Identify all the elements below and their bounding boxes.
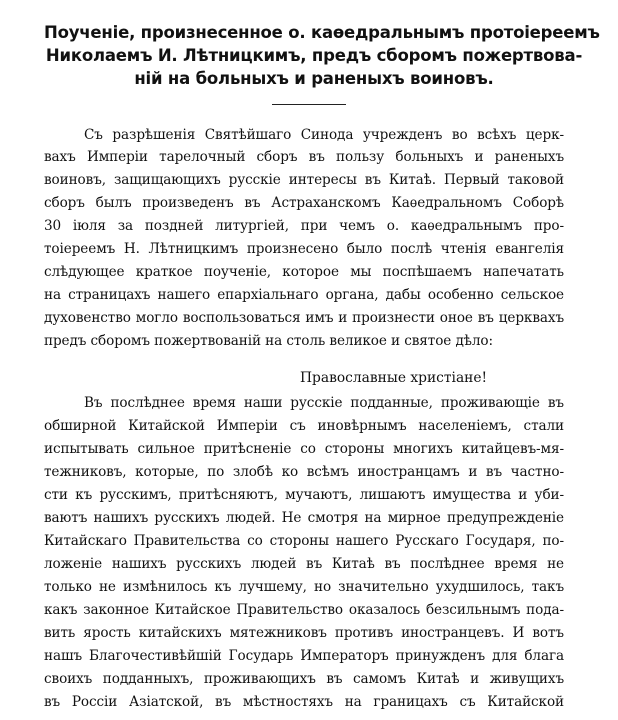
sermon-line-8: ложеніе нашихъ русскихъ людей въ Китаѣ въ послѣднее время не bbox=[44, 556, 564, 572]
greeting: Православные христіане! bbox=[300, 370, 488, 386]
sermon-line-10: какъ законное Китайское Правительство оказалось безсильнымъ пода- bbox=[44, 602, 564, 618]
sermon-line-9: только не измѣнилось къ лучшему, но значительно ухудшилось, такъ bbox=[44, 579, 564, 595]
intro-line-9: духовенство могло воспользоваться имъ и произнести оное въ церквахъ bbox=[44, 310, 564, 326]
intro-line-6: тоіереемъ Н. Лѣтницкимъ произнесено было послѣ чтенія евангелія bbox=[44, 241, 564, 257]
sermon-line-3: испытывать сильное притѣсненіе со стороны многихъ китайцевъ-мя- bbox=[44, 441, 564, 457]
sermon-line-1: Въ послѣднее время наши русскіе подданные, проживающіе въ bbox=[84, 395, 564, 411]
title-line-1: Поученіе, произнесенное о. каѳедральнымъ протоіереемъ bbox=[44, 23, 600, 42]
intro-line-5: 30 іюля за поздней литургіей, при чемъ о. каѳедральнымъ про- bbox=[44, 218, 564, 234]
intro-line-8: на страницахъ нашего епархіальнаго органа, дабы особенно сельское bbox=[44, 287, 564, 303]
sermon-line-12: нашъ Благочестивѣйшій Государь Императоръ принужденъ для блага bbox=[44, 648, 564, 664]
sermon-line-11: вить ярость китайскихъ мятежниковъ противъ иностранцевъ. И вотъ bbox=[44, 625, 564, 641]
sermon-line-6: ваютъ нашихъ русскихъ людей. Не смотря на мирное предупрежденіе bbox=[44, 510, 564, 526]
sermon-line-7: Китайскаго Правительства со стороны нашего Русскаго Государя, по- bbox=[44, 533, 564, 549]
intro-line-4: сборъ былъ произведенъ въ Астраханскомъ Каѳедральномъ Соборѣ bbox=[44, 195, 564, 211]
title-divider bbox=[272, 104, 346, 105]
sermon-line-4: тежниковъ, которые, по злобѣ ко всѣмъ иностранцамъ и въ частно- bbox=[44, 464, 564, 480]
intro-line-10: предъ сборомъ пожертвованій на столь великое и святое дѣло: bbox=[44, 333, 493, 349]
intro-line-3: воиновъ, защищающихъ русскіе интересы въ Китаѣ. Первый таковой bbox=[44, 172, 564, 188]
intro-line-1: Съ разрѣшенія Святѣйшаго Синода учрежденъ во всѣхъ церк- bbox=[84, 127, 564, 143]
intro-line-2: вахъ Имперіи тарелочный сборъ въ пользу больныхъ и раненыхъ bbox=[44, 149, 564, 165]
sermon-line-13: своихъ подданныхъ, проживающихъ въ самомъ Китаѣ и живущихъ bbox=[44, 671, 564, 687]
sermon-line-5: сти къ русскимъ, притѣсняютъ, мучаютъ, лишаютъ имущества и уби- bbox=[44, 487, 564, 503]
title-line-2: Николаемъ И. Лѣтницкимъ, предъ сборомъ пожертвова- bbox=[45, 46, 583, 65]
sermon-line-14: въ Россіи Азіатской, въ мѣстностяхъ на границахъ съ Китайской bbox=[44, 694, 564, 710]
title-line-3: ній на больныхъ и раненыхъ воиновъ. bbox=[134, 69, 494, 88]
sermon-line-2: обширной Китайской Имперіи съ иновѣрнымъ населеніемъ, стали bbox=[44, 418, 564, 434]
intro-line-7: слѣдующее краткое поученіе, которое мы поспѣшаемъ напечатать bbox=[44, 264, 564, 280]
